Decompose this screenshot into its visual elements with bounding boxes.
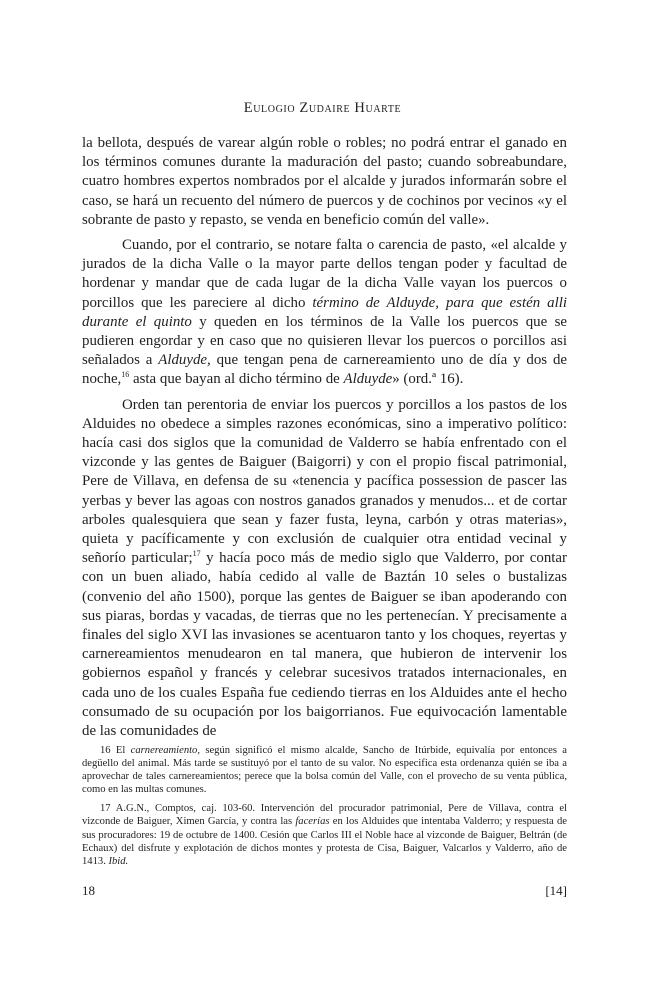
- paragraph-3-text-a: Orden tan perentoria de enviar los puercos y porcillos a los pastos de los Alduides no obedece a simples razones económicas, sino a imperativo político: hacía casi dos siglos que la comunidad de Valderro se había enfrentado con el vizconde y las gentes de Baiguer (Baigorri) y con el propio fiscal patrimonial, Pere de Villava, en defensa de su «tenencia y pacífica possession de pascer las yerbas y bever las agoas con nostros ganados granados y menudos... et de cortar arboles qualesquiera que sean y fazer fusta, leyna, carbón y otras materias», quieta y pacíficamente y con exclusión de cualquier otra entidad vecinal y señorío particular;: [82, 396, 567, 567]
- paragraph-1: [82, 134, 567, 230]
- footnote-16-text-a: 16 El: [100, 745, 131, 756]
- paragraph-2-italic-2: Alduyde,: [158, 352, 211, 369]
- footnote-17-text-a: 17 A.G.N., Comptos, caj. 103-60. Intervención del procurador patrimonial, Pere de Villava, contra el vizconde de Baiguer, Ximen García, y contra las: [82, 803, 567, 828]
- paragraph-2-text-a: Cuando, por el contrario, se notare falta o carencia de pasto, «el alcalde y jurados de la dicha Valle o la mayor parte dellos tengan poder y facultad de hordenar y mandar que de cada lugar de la dicha Valle vayan los puercos o porcillos que les pareciere al dicho: [82, 237, 567, 311]
- page-number: 18: [82, 883, 95, 898]
- footnote-17-ibid: Ibid.: [108, 855, 129, 867]
- paragraph-2-italic-1: término de Alduyde, para que estén alli durante el quinto: [82, 294, 567, 330]
- paragraph-3: [82, 396, 567, 742]
- footnote-17-text-b: en los Alduides que intentaba Valderro; y respuesta de sus procuradores: 19 de octubre de 1400. Cesión que Carlos III el Noble hace al vizconde de Baiguer, Beltrán (de Echaux) del disfrute y explotación de dichos montes y protesta de Cisa, Baiguer, Valcarlos y Valderro, año de 1413.: [82, 816, 567, 867]
- footnote-ref-16[interactable]: 16: [121, 370, 130, 380]
- sequence-number: [14]: [545, 883, 567, 898]
- running-head: Eulogio Zudaire Huarte: [243, 100, 402, 116]
- footnotes: [82, 744, 567, 874]
- footnote-16: [82, 744, 567, 796]
- paragraph-2-text-b: y queden en los términos de la Valle los puercos que se pudieren engordar y en caso que no quisieren llevar los puercos o porcillos asi señalados a: [82, 313, 568, 369]
- paragraph-2-text-c: que tengan pena de carnereamiento uno de día y dos de noche,: [82, 352, 567, 388]
- paragraph-2: [82, 236, 567, 390]
- footnote-ref-17[interactable]: 17: [192, 549, 201, 559]
- footnote-17: [82, 802, 567, 867]
- paragraph-2-text-d: asta que bayan al dicho término de: [129, 371, 344, 388]
- body-text: [82, 134, 567, 747]
- footnote-16-italic: carnereamiento,: [130, 745, 201, 756]
- paragraph-1-text: la bellota, después de varear algún roble o robles; no podrá entrar el ganado en los términos comunes durante la maduración del pasto; cuando sobreabundare, cuatro hombres expertos nombrados por el alcalde y jurados informarán sobre el caso, se hará un recuento del número de puercos y de cochinos por vecinos «y el sobrante de pasto y repasto, se venda en beneficio común del valle».: [82, 135, 567, 228]
- footnote-16-text-b: según significó el mismo alcalde, Sancho de Itúrbide, equivalía por entonces a degüello del animal. Más tarde se sustituyó por el tanto de su valor. No especifica esta ordenanza quién se iba a aprovechar de tales carnereamientos; perece que la bolsa común del Valle, con el provecho de su venta pública, como en las multas comunes.: [82, 745, 567, 796]
- paragraph-3-text-b: y hacía poco más de medio siglo que Valderro, por contar con un buen aliado, había cedido al valle de Baztán 10 seles o bustalizas (convenio del año 1500), porque las gentes de Baiguer se iban apoderando con sus piaras, bordas y vacadas, de tierras que no les pertenecían. Y precisamente a finales del siglo XVI las invasiones se acentuaron tanto y los choques, reyertas y carnereamientos menudearon en tal manera, que hubieron de intervenir los gobiernos español y francés y celebrar sucesivos tratados internacionales, en cada uno de los cuales España fue cediendo tierras en los Alduides ante el hecho consumado de su ocupación por los baigorrianos. Fue equivocación lamentable de las comunidades de: [82, 550, 567, 740]
- footnote-17-italic: facerías: [295, 816, 330, 828]
- paragraph-2-text-e: » (ord.ª 16).: [392, 371, 464, 388]
- paragraph-2-italic-3: Alduyde: [343, 371, 393, 388]
